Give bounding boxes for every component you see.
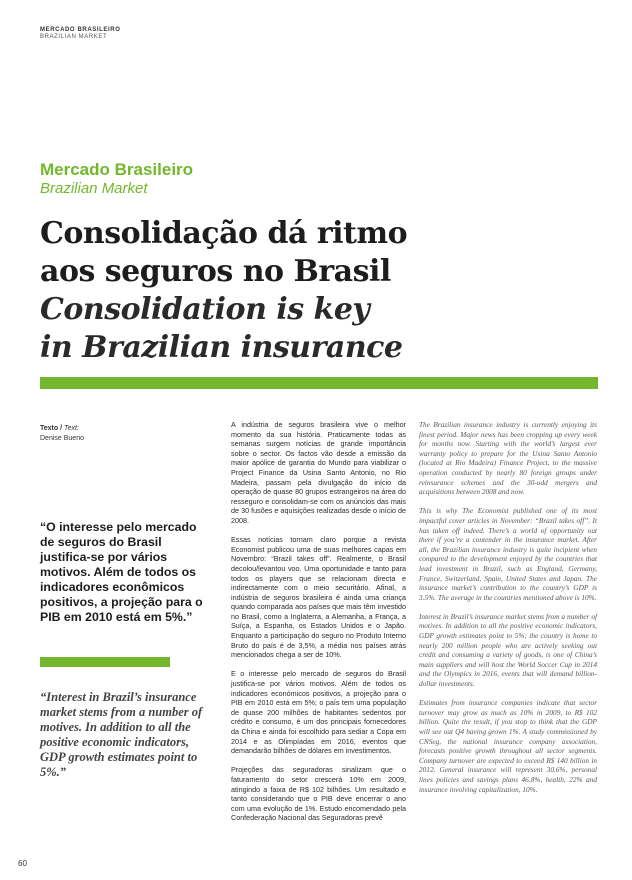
body-pt-paragraph: Projeções das seguradoras sinalizam que o faturamento do setor crescerá 10% em 2009, atingindo a faixa de R$ 102 bilhões. Um resultado e tanto considerando que o PIB deve encerrar o ano com uma evolução de 1%. Estudo encomendado pela Confederação Nacional das Seguradoras prevê — [231, 765, 406, 823]
headline-pt-line2: aos seguros no Brasil — [40, 254, 391, 289]
body-en-paragraph: The Brazilian insurance industry is currently enjoying its finest period. Major news has been cropping up every week for months now. Starting with the world’s largest ever warranty policy to prepare for the Usina Santo Antonio (located at Rio Madeira) Finance Project, to the massive operation conducted by nearly 80 foreign groups under reinsurance schemes and the 30-odd mergers and acquisitions between 2008 and now. — [419, 420, 597, 497]
body-column-en — [419, 420, 597, 804]
headline-en-line1: Consolidation is key — [40, 292, 370, 327]
body-pt-paragraph: E o interesse pelo mercado de seguros do Brasil justifica-se por vários motivos. Além de todos os indicadores económicos positivos, a projeção para o PIB em 2010 está em 5%; o país tem uma população de quase 200 milhões de habitantes sedentos por crédito e consumo, é um dos principais fornecedores da China e ainda foi escolhido para sediar a Copa em 2014 e as Olimpíadas em 2016, eventos que demandarão bilhões de dólares em investimentos. — [231, 669, 406, 756]
body-en-paragraph: Interest in Brazil’s insurance market stems from a number of motives. In addition to all the positive economic indicators, GDP growth estimates point to 5%; the country is home to nearly 200 million people who are actively seeking out credit and consuming a variety of goods, is one of China’s main suppliers and will host the World Soccer Cup in 2014 and the Olympics in 2016, events that will demand billion-dollar investments. — [419, 611, 597, 689]
headline-divider-bar — [40, 377, 598, 389]
section-title-pt: Mercado Brasileiro — [40, 160, 194, 179]
body-en-paragraph: Estimates from insurance companies indicate that sector turnover may grow as much as 10% in 2009, to R$ 102 billion. Quite the result, if you stop to think that the GDP will see out Q4 having grown 1%. A study commissioned by CNSeg, the national insurance company association, forecasts positive growth throughout all sector segments. Company turnover are expected to exceed R$ 140 billion in 2012. General insurance will represent 30.6%, personal lines policies and savings plans 46.8%, health, 22% and insurance involving capitalization, 10%. — [419, 698, 597, 794]
running-header — [40, 27, 120, 41]
body-pt-paragraph: A indústria de seguros brasileira vive o melhor momento da sua história. Praticamente todas as semanas surgem notícias de grande importância sobre o sector. Os factos vão desde a emissão da maior apólice de garantia do Mundo para viabilizar o Project Finance da Usina Santo Antonio, no Rio Madeira, passam pela divulgação do início da operação de quase 80 grupos estrangeiros na área do resseguro e consolidam-se com os anúncios das mais de 30 fusões e aquisições realizadas desde o início de 2008. — [231, 420, 406, 525]
pull-quote-divider-bar — [40, 657, 170, 667]
pull-quote-pt: “O interesse pelo mercado de seguros do Brasil justifica-se por vários motivos. Além de todos os indicadores econômicos positivos, a projeção para o PIB em 2010 está em 5%.” — [40, 520, 203, 624]
byline-label — [40, 424, 200, 434]
section-title-en: Brazilian Market — [40, 180, 148, 197]
body-pt-paragraph: Essas notícias tornam claro porque a revista Economist publicou uma de suas melhores capas em Novembro: “Brazil takes off”. Realmente, o Brasil decolou/levantou voo. Uma oportunidade e tanto para todos os players que se relacionam directa e indirectamente com o meio securitário. Afinal, a indústria de seguros brasileira é ainda uma criança quando comparada aos países que mais têm investido no Brasil, como a Inglaterra, a Alemanha, a França, a Suíça, a Espanha, os Estados Unidos e o Japão. Enquanto a participação do seguro no Produto Interno Bruto do país é de 3,5%, a média nos países atrás mencionados chega a ser de 10%. — [231, 535, 406, 660]
body-en-paragraph: This is why The Economist published one of its most impactful cover articles in November: “Brazil takes off”. It has taken off indeed. There’s a world of opportunity out there if you’re a contender in the insurance market. After all, the Brazilian insurance industry is quite incipient when compared to the development enjoyed by the countries that lead investment in Brazil, such as England, Germany, France, Switzerland, Spain, United States and Japan. The insurance market’s contribution to the country’s GDP is 3.5%. The average in the countries mentioned above is 10%. — [419, 506, 597, 602]
byline-label-en: Text: — [64, 425, 79, 432]
body-column-pt — [231, 420, 406, 833]
byline-author: Denise Bueno — [40, 435, 84, 442]
running-header-en: BRAZILIAN MARKET — [40, 34, 108, 40]
byline — [40, 424, 200, 444]
page-number: 60 — [18, 859, 27, 868]
byline-label-pt: Texto / — [40, 425, 63, 432]
headline — [40, 215, 600, 367]
headline-pt-line1: Consolidação dá ritmo — [40, 216, 408, 251]
headline-en-line2: in Brazilian insurance — [40, 330, 403, 365]
pull-quote-en: “Interest in Brazil’s insurance market stems from a number of motives. In addition to all the positive economic indicators, GDP growth estimates point to 5%.” — [40, 690, 203, 779]
running-header-pt: MERCADO BRASILEIRO — [40, 27, 121, 33]
